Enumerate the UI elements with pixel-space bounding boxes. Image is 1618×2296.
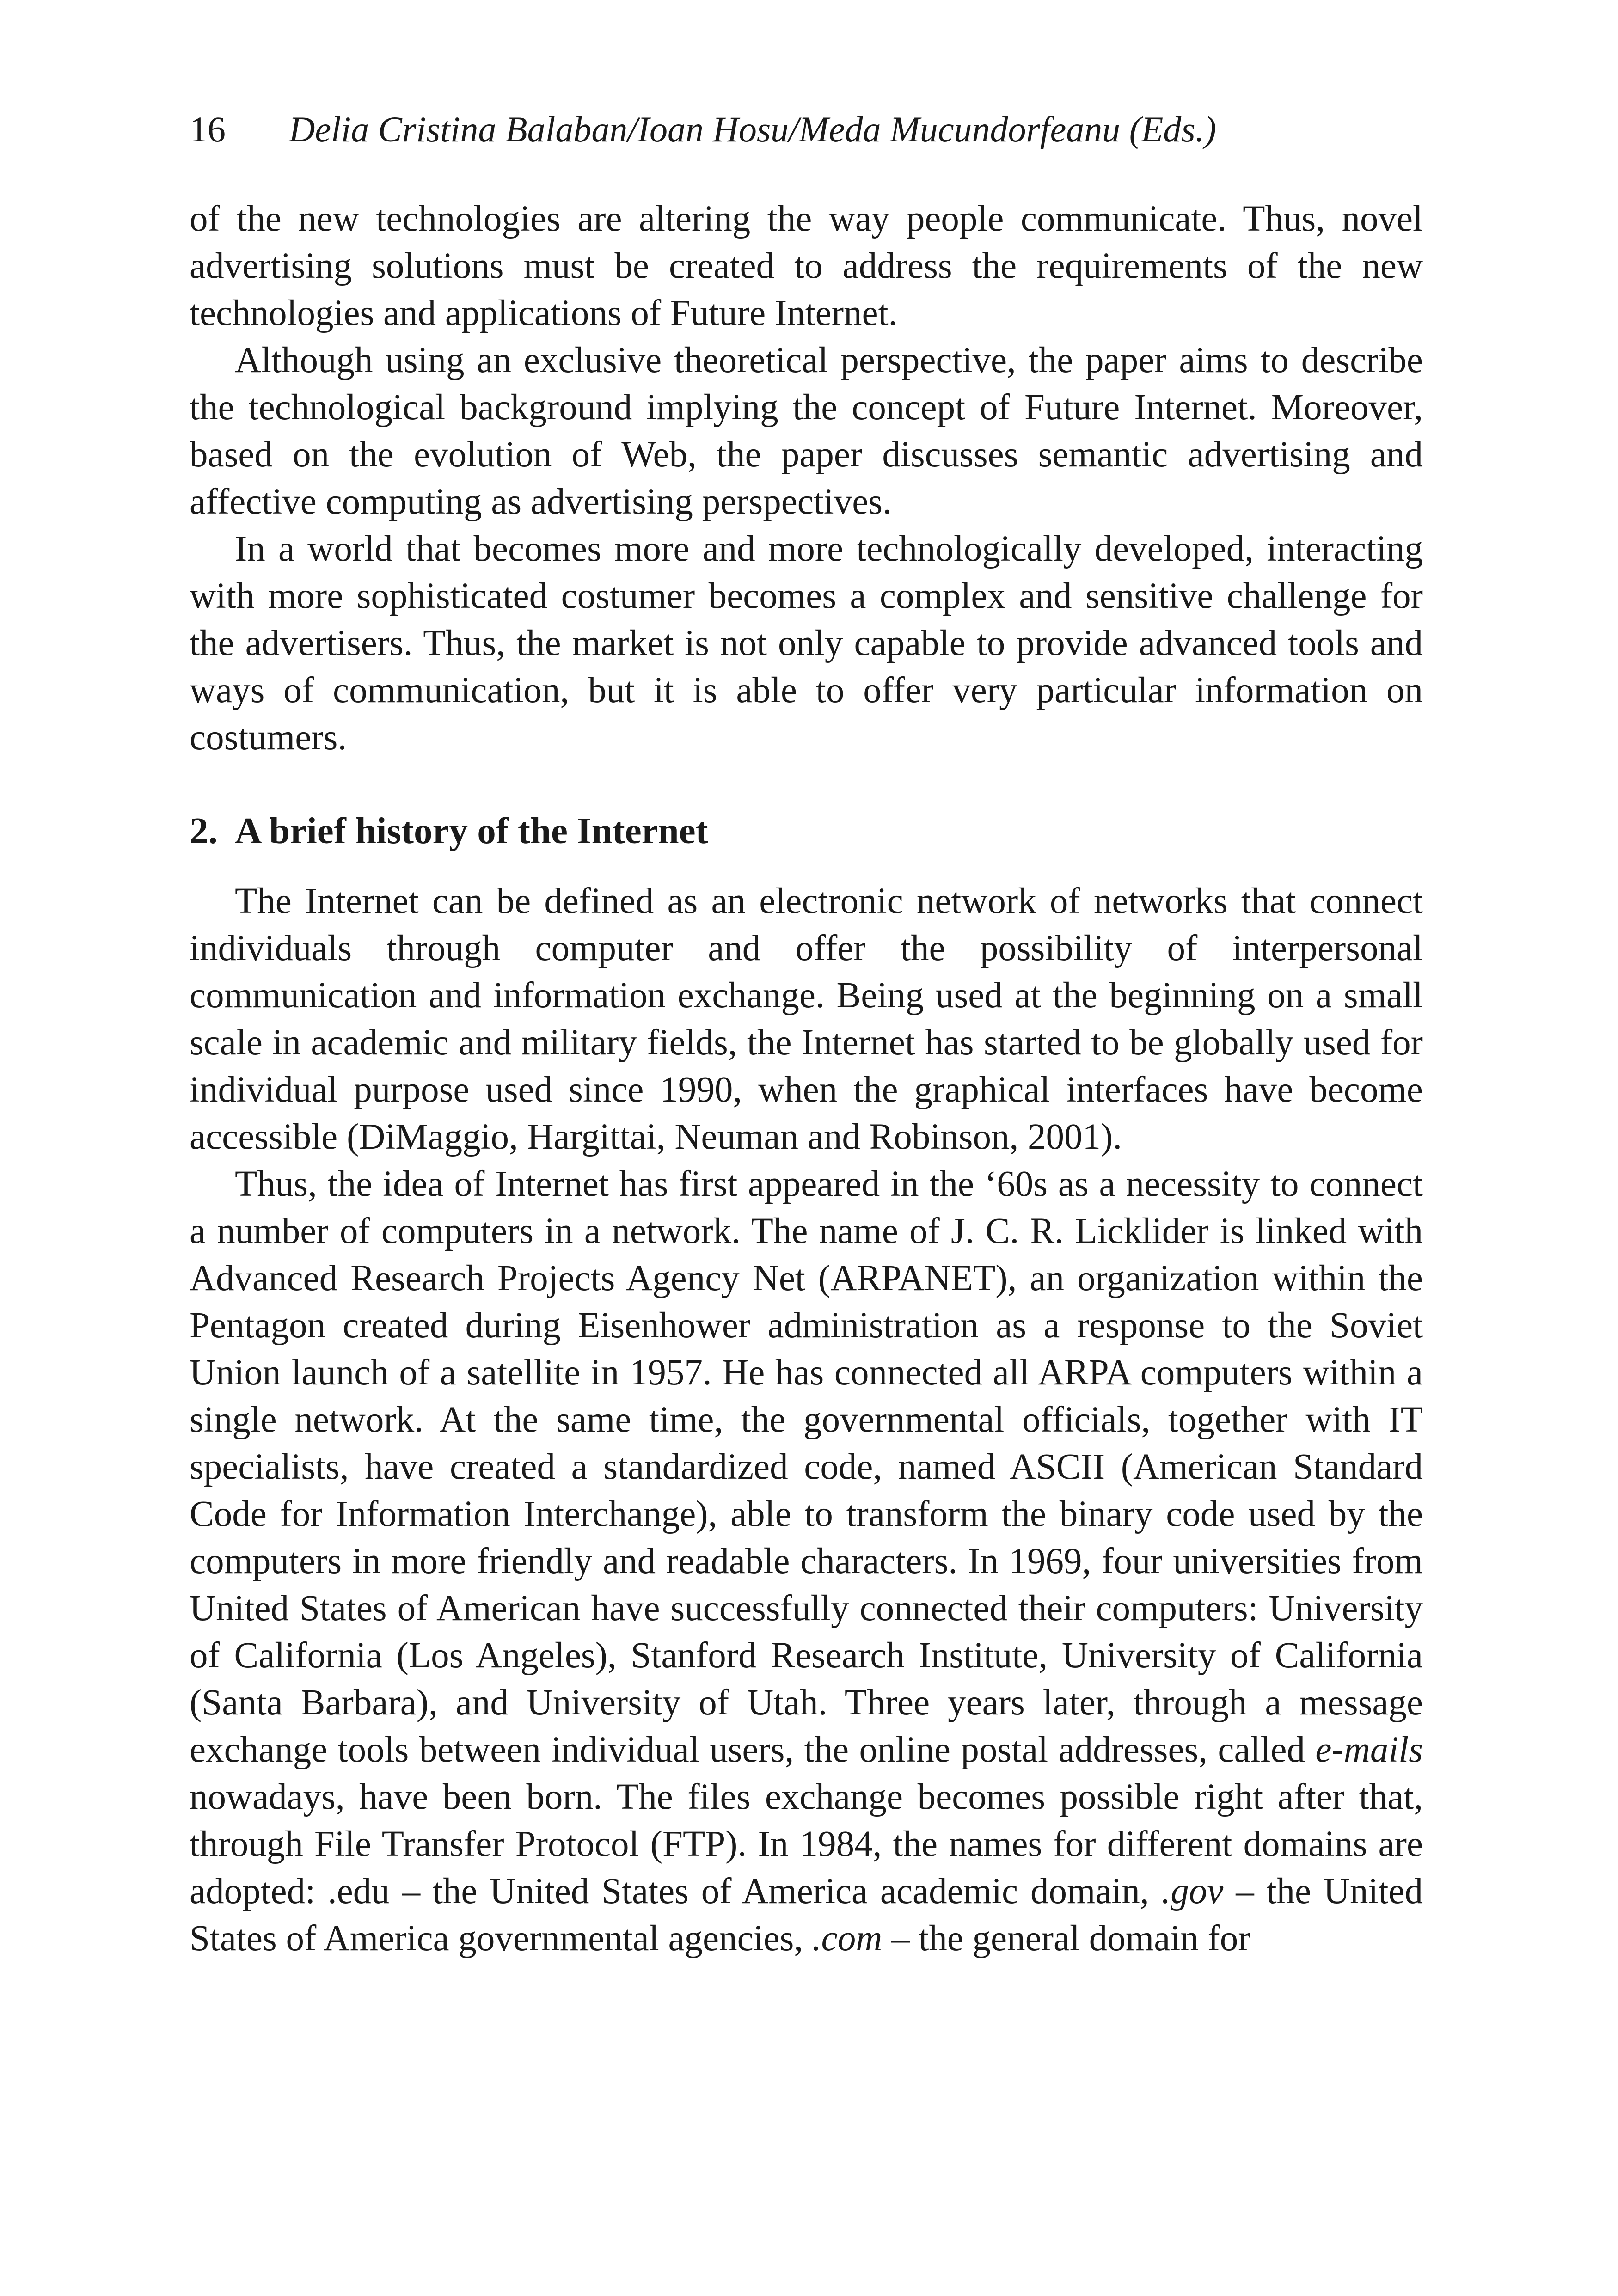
section-heading [190,808,1423,854]
paragraph-text: – the general domain for [882,1918,1250,1959]
paragraph-text: Thus, the idea of Internet has first appeared in the ‘60s as a necessity to connect a number of computers in a network. The name of J. C. R. Licklider is linked with Advanced Research Projects Agency Net (ARPANET), an organization within the Pentagon created during Eisenhower administration as a response to the Soviet Union launch of a satellite in 1957. He has connected all ARPA computers within a single network. At the same time, the governmental officials, together with IT specialists, have created a standardized code, named ASCII (American Standard Code for Information Interchange), able to transform the binary code used by the computers in more friendly and readable characters. In 1969, four universities from United States of American have successfully connected their computers: University of California (Los Angeles), Stanford Research Institute, University of California (Santa Barbara), and University of Utah. Three years later, through a message exchange tools between individual users, the online postal addresses, called [190,1164,1423,1770]
italic-term: .gov [1161,1871,1224,1911]
book-page [190,109,1423,1962]
section-title: A brief history of the Internet [235,810,708,851]
paragraph: The Internet can be defined as an electronic network of networks that connect individuals through computer and offer the possibility of interpersonal communication and information exchange. Being used at the beginning on a small scale in academic and military fields, the Internet has started to be globally used for individual purpose used since 1990, when the graphical interfaces have become accessible (DiMaggio, Hargittai, Neuman and Robinson, 2001). [190,881,1423,1157]
paragraph: In a world that becomes more and more technologically developed, interacting with more sophisticated costumer becomes a complex and sensitive challenge for the advertisers. Thus, the market is not only capable to provide advanced tools and ways of communication, but it is able to offer very particular information on costumers. [190,529,1423,758]
italic-term: .com [812,1918,883,1959]
paragraph: of the new technologies are altering the way people communicate. Thus, novel advertising solutions must be created to address the requirements of the new technologies and applications of Future Internet. [190,199,1423,333]
running-header [190,109,1423,150]
page-number: 16 [190,109,226,149]
paragraph-text: – the United States of America governmental agencies, [190,1871,1423,1959]
italic-term: e-mails [1315,1730,1423,1770]
paragraph: Although using an exclusive theoretical perspective, the paper aims to describe the technological background implying the concept of Future Internet. Moreover, based on the evolution of Web, the paper discusses semantic advertising and affective computing as advertising perspectives. [190,340,1423,522]
section-number: 2. [190,810,218,851]
running-header-title: Delia Cristina Balaban/Ioan Hosu/Meda Mucundorfeanu (Eds.) [289,109,1217,149]
paragraph [190,1161,1423,1962]
paragraph-text: nowadays, have been born. The files exchange becomes possible right after that, through File Transfer Protocol (FTP). In 1984, the names for different domains are adopted: .edu – the United States of America academic domain, [190,1777,1423,1911]
